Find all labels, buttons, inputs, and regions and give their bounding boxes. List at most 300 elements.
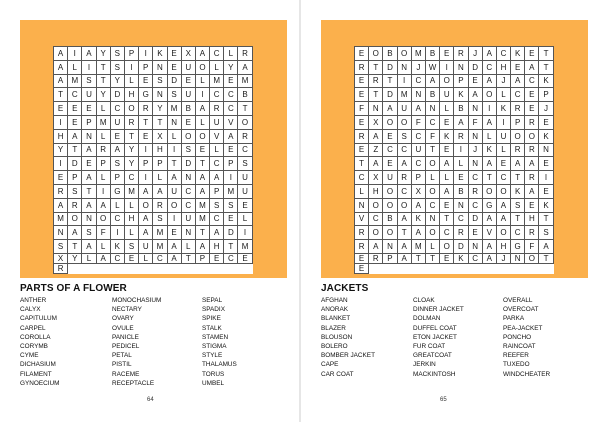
grid-letter: J [497,254,511,264]
grid-letter: O [238,116,252,130]
grid-letter: R [469,185,483,199]
grid-letter: S [82,226,96,240]
grid-letter: O [383,226,397,240]
grid-letter: I [238,226,252,240]
grid-letter: S [82,75,96,89]
word-list-item: STAMEN [202,333,229,341]
grid-letter: R [355,240,369,254]
grid-letter: I [539,171,553,185]
grid-letter: E [238,254,252,264]
grid-letter: K [440,130,454,144]
grid-letter: P [454,75,468,89]
grid-letter: L [139,254,153,264]
grid-letter: D [454,240,468,254]
word-list-item: DUFFEL COAT [413,324,457,332]
grid-letter: L [82,254,96,264]
grid-letter: K [539,75,553,89]
word-list-item: RACEME [112,370,140,378]
grid-letter: C [210,157,224,171]
grid-letter: P [153,157,167,171]
grid-letter: E [511,61,525,75]
grid-letter: C [369,213,383,227]
grid-letter: O [497,185,511,199]
grid-letter: S [111,157,125,171]
word-list-item: UMBEL [202,379,225,387]
grid-letter: B [454,185,468,199]
grid-letter: S [68,185,82,199]
grid-letter: Y [153,102,167,116]
grid-letter: K [483,144,497,158]
word-column [321,296,413,379]
grid-letter: N [469,102,483,116]
grid-letter: W [426,61,440,75]
grid-letter: O [426,185,440,199]
grid-letter: E [440,254,454,264]
grid-letter: M [68,75,82,89]
grid-letter: L [97,171,111,185]
grid-letter: N [369,102,383,116]
grid-letter: C [68,88,82,102]
grid-letter: A [440,185,454,199]
grid-letter: M [153,226,167,240]
grid-letter: K [454,254,468,264]
grid-letter: A [369,240,383,254]
grid-letter: J [539,102,553,116]
grid-letter: T [426,254,440,264]
grid-letter: B [182,102,196,116]
grid-letter: E [196,144,210,158]
grid-letter: S [111,47,125,61]
grid-letter: B [383,213,397,227]
grid-letter: A [238,61,252,75]
word-column [112,296,202,388]
grid-letter: R [68,199,82,213]
grid-letter: E [383,130,397,144]
grid-letter: R [511,102,525,116]
grid-letter: L [426,240,440,254]
grid-letter: U [440,88,454,102]
grid-letter: M [54,213,68,227]
word-list-item: CALYX [20,306,41,314]
grid-letter: E [525,102,539,116]
grid-letter: L [210,144,224,158]
grid-letter: U [182,61,196,75]
grid-letter: O [196,61,210,75]
grid-letter: T [224,240,238,254]
grid-letter: E [454,171,468,185]
grid-letter: C [412,75,426,89]
grid-letter: A [210,171,224,185]
grid-letter: P [539,88,553,102]
puzzle-panel-left [20,20,287,278]
grid-letter: V [483,226,497,240]
word-list-item: CORYMB [20,343,48,351]
grid-letter: T [412,254,426,264]
grid-letter: A [54,75,68,89]
grid-letter: A [483,75,497,89]
grid-letter: T [97,61,111,75]
grid-letter: X [369,116,383,130]
grid-letter: N [153,61,167,75]
puzzle-title-left: PARTS OF A FLOWER [20,283,127,294]
grid-letter: A [82,199,96,213]
grid-letter: A [196,240,210,254]
word-list-item: GYNOECIUM [20,379,60,387]
grid-letter: L [483,130,497,144]
grid-letter: L [182,240,196,254]
grid-letter: A [82,240,96,254]
grid-letter: E [539,116,553,130]
grid-letter: A [68,226,82,240]
word-list-item: WINDCHEATER [503,370,551,378]
grid-letter: E [139,75,153,89]
grid-letter: N [469,157,483,171]
grid-letter: E [539,157,553,171]
grid-letter: C [426,116,440,130]
grid-letter: E [539,185,553,199]
grid-letter: F [469,116,483,130]
grid-letter: Y [97,47,111,61]
grid-letter: C [111,254,125,264]
grid-letter: I [54,157,68,171]
grid-letter: E [125,254,139,264]
grid-letter: T [369,61,383,75]
grid-letter: U [210,116,224,130]
grid-letter: N [82,213,96,227]
grid-letter: R [369,75,383,89]
grid-letter: S [125,240,139,254]
grid-letter: E [497,157,511,171]
grid-letter: O [497,226,511,240]
grid-letter: O [525,130,539,144]
word-list-right [321,296,588,379]
grid-letter: K [111,240,125,254]
grid-letter: C [398,185,412,199]
word-list-item: BLOUSON [321,333,353,341]
grid-letter: A [483,254,497,264]
grid-letter: O [511,130,525,144]
grid-letter: E [54,102,68,116]
grid-letter: A [525,185,539,199]
grid-letter: C [454,213,468,227]
grid-letter: C [355,171,369,185]
grid-letter: L [125,199,139,213]
grid-letter: C [210,47,224,61]
grid-letter: R [54,185,68,199]
grid-letter: V [224,116,238,130]
grid-letter: I [97,185,111,199]
grid-letter: S [224,199,238,213]
word-list-item: BLAZER [321,324,346,332]
grid-letter: R [454,47,468,61]
grid-letter: R [525,116,539,130]
grid-letter: D [224,226,238,240]
grid-letter: T [355,157,369,171]
grid-letter: E [224,75,238,89]
grid-letter: T [68,144,82,158]
word-list-item: CYME [20,352,39,360]
grid-letter: H [210,240,224,254]
grid-letter: P [139,157,153,171]
grid-letter: L [97,130,111,144]
word-list-left [20,296,287,388]
word-list-item: CARPEL [20,324,46,332]
word-search-grid-left [53,46,253,274]
grid-letter: I [454,144,468,158]
grid-letter: K [539,130,553,144]
word-list-item: CAPITULUM [20,315,57,323]
word-list-item: REEFER [503,352,529,360]
grid-letter: Z [369,144,383,158]
grid-letter: I [125,61,139,75]
word-list-item: RECEPTACLE [112,379,155,387]
grid-letter: O [398,199,412,213]
grid-letter: A [97,199,111,213]
grid-letter: F [525,240,539,254]
grid-letter: E [68,116,82,130]
grid-letter: A [483,240,497,254]
grid-letter: T [68,240,82,254]
grid-letter: K [511,185,525,199]
word-list-item: DOLMAN [413,315,441,323]
grid-letter: O [383,116,397,130]
word-list-item: OVULE [112,324,134,332]
word-list-item: AFGHAN [321,297,348,304]
grid-letter: T [168,157,182,171]
grid-letter: N [412,88,426,102]
grid-letter: D [383,88,397,102]
grid-letter: E [168,47,182,61]
grid-letter: U [111,116,125,130]
grid-letter: S [168,88,182,102]
grid-letter: A [210,226,224,240]
grid-letter: A [97,254,111,264]
grid-letter: U [398,102,412,116]
grid-letter: F [97,226,111,240]
grid-letter: O [168,199,182,213]
word-list-item: CLOAK [413,297,435,304]
grid-letter: N [539,144,553,158]
grid-letter: I [139,171,153,185]
grid-letter: T [383,75,397,89]
word-list-item: STIGMA [202,343,227,351]
word-list-item: ANTHER [20,297,47,304]
grid-letter: C [224,88,238,102]
grid-letter: L [426,171,440,185]
word-list-item: SPIKE [202,315,221,323]
grid-letter: A [412,102,426,116]
word-list-item: THALAMUS [202,361,237,369]
grid-letter: S [210,199,224,213]
grid-letter: P [196,254,210,264]
grid-letter: E [238,199,252,213]
grid-letter: C [469,199,483,213]
grid-letter: R [369,254,383,264]
grid-letter: E [525,88,539,102]
grid-letter: X [153,130,167,144]
page-number-left: 64 [147,397,154,403]
grid-letter: T [196,157,210,171]
grid-letter: Y [111,75,125,89]
grid-letter: N [469,240,483,254]
grid-letter: C [111,213,125,227]
word-list-item: FUR COAT [413,343,446,351]
grid-letter: S [539,226,553,240]
grid-letter: O [398,47,412,61]
grid-letter: C [511,88,525,102]
grid-letter: D [168,75,182,89]
grid-letter: S [153,75,167,89]
grid-letter: L [196,75,210,89]
grid-letter: A [483,157,497,171]
grid-letter: A [369,130,383,144]
grid-letter: E [355,144,369,158]
word-column [20,296,112,388]
grid-letter: I [139,47,153,61]
grid-letter: R [139,102,153,116]
grid-letter: P [139,61,153,75]
grid-letter: T [539,213,553,227]
grid-letter: T [82,185,96,199]
word-list-item: OVERCOAT [503,306,539,314]
grid-letter: A [383,102,397,116]
grid-letter: A [224,130,238,144]
word-list-item: PONCHO [503,333,532,341]
grid-letter: E [111,130,125,144]
grid-letter: A [82,144,96,158]
word-list-item: PETAL [112,352,132,360]
grid-letter: A [511,75,525,89]
grid-letter: T [511,213,525,227]
grid-letter: E [355,75,369,89]
grid-letter: I [440,61,454,75]
word-list-item: OVERALL [503,297,533,304]
grid-letter: A [54,61,68,75]
grid-letter: A [82,171,96,185]
grid-letter: U [412,144,426,158]
grid-letter: C [469,171,483,185]
grid-letter: E [224,144,238,158]
grid-letter: P [224,157,238,171]
word-list-item: JERKIN [413,361,436,369]
grid-letter: Y [54,144,68,158]
grid-letter: E [68,102,82,116]
grid-letter: C [210,88,224,102]
grid-letter: H [125,88,139,102]
grid-letter: A [525,157,539,171]
grid-letter: X [182,47,196,61]
grid-letter: M [398,88,412,102]
grid-letter: G [483,199,497,213]
grid-letter: E [82,157,96,171]
word-list-item: CAPE [321,361,339,369]
grid-letter: O [369,47,383,61]
grid-letter: A [168,254,182,264]
grid-letter: Y [68,254,82,264]
grid-letter: N [454,61,468,75]
grid-letter: T [182,254,196,264]
grid-letter: E [168,226,182,240]
grid-letter: A [153,185,167,199]
grid-letter: O [196,130,210,144]
grid-letter: L [196,116,210,130]
grid-letter: I [497,116,511,130]
grid-letter: B [454,102,468,116]
grid-letter: P [68,171,82,185]
grid-letter: L [210,61,224,75]
grid-letter: E [139,130,153,144]
grid-letter: V [210,130,224,144]
page-number-right: 65 [440,397,447,403]
grid-letter: H [54,130,68,144]
grid-letter: C [440,226,454,240]
grid-letter: H [369,185,383,199]
grid-letter: M [412,47,426,61]
grid-letter: U [139,240,153,254]
grid-letter: O [398,116,412,130]
grid-letter: E [82,102,96,116]
grid-letter: A [54,47,68,61]
grid-letter: L [125,226,139,240]
grid-letter: E [355,116,369,130]
grid-letter: J [412,61,426,75]
grid-letter: C [111,102,125,116]
word-list-item: BLANKET [321,315,351,323]
grid-letter: R [355,61,369,75]
grid-letter: R [525,171,539,185]
grid-letter: E [355,47,369,61]
grid-letter: C [125,171,139,185]
grid-letter: A [369,157,383,171]
grid-letter: R [355,226,369,240]
grid-letter: D [469,213,483,227]
grid-letter: S [153,213,167,227]
grid-letter: U [168,185,182,199]
grid-letter: D [469,61,483,75]
grid-letter: X [54,254,68,264]
grid-letter: F [355,102,369,116]
word-list-item: GREATCOAT [413,352,452,360]
grid-letter: T [511,171,525,185]
grid-letter: T [153,116,167,130]
grid-letter: C [224,102,238,116]
grid-letter: C [412,157,426,171]
grid-letter: M [196,213,210,227]
grid-letter: R [97,144,111,158]
grid-letter: H [153,144,167,158]
grid-letter: X [369,171,383,185]
grid-letter: N [168,116,182,130]
word-list-item: STYLE [202,352,223,360]
grid-letter: I [139,144,153,158]
grid-letter: M [97,116,111,130]
grid-letter: I [82,61,96,75]
grid-letter: H [497,61,511,75]
grid-letter: E [355,254,369,264]
grid-letter: G [139,88,153,102]
grid-letter: A [469,88,483,102]
grid-letter: H [497,240,511,254]
grid-letter: N [454,199,468,213]
grid-letter: M [196,199,210,213]
grid-letter: C [398,144,412,158]
grid-letter: P [412,171,426,185]
grid-letter: D [68,157,82,171]
grid-letter: K [497,102,511,116]
grid-letter: S [111,61,125,75]
word-list-item: OVARY [112,315,134,323]
grid-letter: A [139,226,153,240]
